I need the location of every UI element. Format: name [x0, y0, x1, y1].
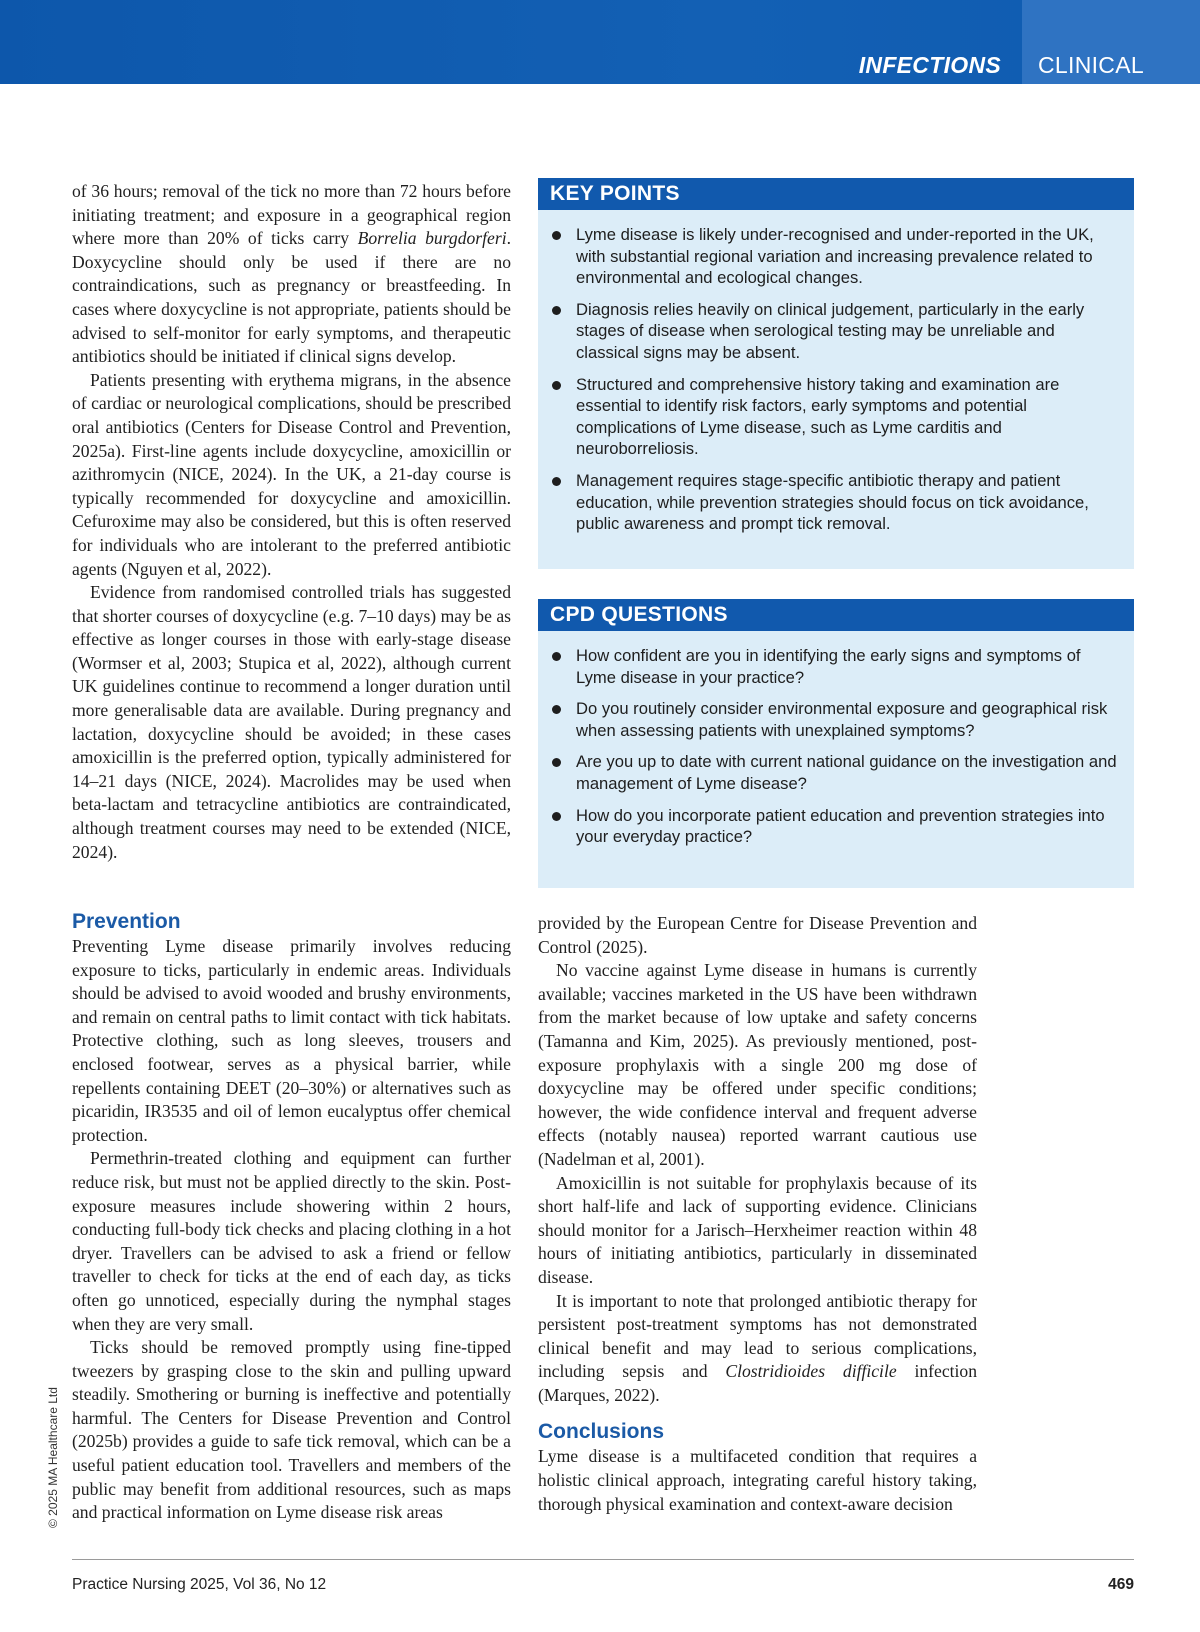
list-item: How confident are you in identifying the early signs and symptoms of Lyme disease in your practice? [550, 645, 1118, 688]
list-item: How do you incorporate patient education and prevention strategies into your everyday practice? [550, 805, 1118, 848]
paragraph: provided by the European Centre for Disease Prevention and Control (2025). [538, 913, 977, 957]
cpd-questions-title: CPD QUESTIONS [538, 599, 1134, 631]
footer-rule [72, 1559, 1134, 1560]
page-number: 469 [1108, 1576, 1134, 1593]
paragraph: No vaccine against Lyme disease in humans is currently available; vaccines marketed in the US have been withdrawn from the market because of low uptake and safety concerns (Tamanna and Kim, 2025). As previously mentioned, post-exposure prophylaxis with a single 200 mg dose of doxycycline may be offered under specific conditions; however, the wide confidence interval and frequent adverse effects (notably nausea) reported warrant cautious use (Nadelman et al, 2001). [538, 960, 977, 1169]
list-item: Structured and comprehensive history taking and examination are essential to identify risk factors, early symptoms and potential complications of Lyme disease, such as Lyme carditis and neuroborreliosis. [550, 374, 1118, 460]
list-item: Do you routinely consider environmental exposure and geographical risk when assessing patients with unexplained symptoms? [550, 698, 1118, 741]
prevention-heading: Prevention [72, 910, 181, 933]
paragraph: Preventing Lyme disease primarily involves reducing exposure to ticks, particularly in endemic areas. Individuals should be advised to avoid wooded and brushy environments, and remain on central paths to limit contact with tick habitats. Protective clothing, such as long sleeves, trousers and enclosed footwear, serves as a physical barrier, while repellents containing DEET (20–30%) or alternatives such as picaridin, IR3535 and oil of lemon eucalyptus offer chemical protection. [72, 936, 511, 1145]
bullet-icon [552, 306, 561, 315]
paragraph: Amoxicillin is not suitable for prophylaxis because of its short half-life and lack of supporting evidence. Clinicians should monitor for a Jarisch–Herxheimer reaction within 48 hours of initiating antibiotics, particularly in disseminated disease. [538, 1172, 977, 1287]
cpd-questions-box [538, 599, 1134, 888]
right-column [538, 912, 977, 1516]
journal-citation: Practice Nursing 2025, Vol 36, No 12 [72, 1576, 327, 1593]
key-points-box [538, 178, 1134, 569]
paragraph: Ticks should be removed promptly using fine-tipped tweezers by grasping close to the skin and pulling upward steadily. Smothering or burning is ineffective and potentially harmful. The Centers for Disease Prevention and Control (2025b) provides a guide to safe tick removal, which can be a useful patient education tool. Travellers and members of the public may benefit from additional resources, such as maps and practical information on Lyme disease risk areas [72, 1337, 511, 1523]
section-title: INFECTIONS [858, 52, 1001, 78]
bullet-icon [552, 652, 561, 661]
bullet-icon [552, 231, 561, 240]
paragraph: Evidence from randomised controlled trials has suggested that shorter courses of doxycycline (e.g. 7–10 days) may be as effective as longer courses in those with early-stage disease (Wormser et al, 2003; Stupica et al, 2022), although current UK guidelines continue to recommend a longer duration until more generalisable data are available. During pregnancy and lactation, doxycycline should be avoided; in these cases amoxicillin is the preferred option, typically administered for 14–21 days (NICE, 2024). Macrolides may be used when beta-lactam and tetracycline antibiotics are contraindicated, although treatment courses may need to be extended (NICE, 2024). [72, 582, 511, 862]
key-points-list [538, 210, 1134, 535]
copyright-note: © 2025 MA Healthcare Ltd [46, 1387, 60, 1528]
left-column-lower [72, 909, 511, 1525]
paragraph: Permethrin-treated clothing and equipment can further reduce risk, but must not be applied directly to the skin. Post-exposure measures include showering within 2 hours, conducting full-body tick checks and placing clothing in a hot dryer. Travellers can be advised to ask a friend or fellow traveller to check for ticks at the end of each day, as ticks often go unnoticed, especially during the nymphal stages when they are very small. [72, 1148, 511, 1334]
list-item: Management requires stage-specific antibiotic therapy and patient education, while prevention strategies should focus on tick avoidance, public awareness and prompt tick removal. [550, 470, 1118, 535]
bullet-icon [552, 477, 561, 486]
subsection-title: CLINICAL [1038, 52, 1144, 78]
paragraph: Lyme disease is a multifaceted condition that requires a holistic clinical approach, integrating careful history taking, thorough physical examination and context-aware decision [538, 1446, 977, 1514]
paragraph: Patients presenting with erythema migrans, in the absence of cardiac or neurological complications, should be prescribed oral antibiotics (Centers for Disease Control and Prevention, 2025a). First-line agents include doxycycline, amoxicillin or azithromycin (NICE, 2024). In the UK, a 21-day course is typically recommended for doxycycline and amoxicillin. Cefuroxime may also be considered, but this is often reserved for individuals who are intolerant to the preferred antibiotic agents (Nguyen et al, 2022). [72, 369, 511, 579]
list-item: Diagnosis relies heavily on clinical judgement, particularly in the early stages of disease when serological testing may be unreliable and classical signs may be absent. [550, 299, 1118, 364]
left-column-upper [72, 180, 511, 864]
header-band [0, 0, 1200, 84]
cpd-questions-list [538, 631, 1134, 848]
list-item: Lyme disease is likely under-recognised and under-reported in the UK, with substantial regional variation and increasing prevalence related to environmental and ecological changes. [550, 224, 1118, 289]
bullet-icon [552, 758, 561, 767]
list-item: Are you up to date with current national guidance on the investigation and management of Lyme disease? [550, 751, 1118, 794]
key-points-title: KEY POINTS [538, 178, 1134, 210]
bullet-icon [552, 812, 561, 821]
paragraph: of 36 hours; removal of the tick no more than 72 hours before initiating treatment; and exposure in a geographical region where more than 20% of ticks carry Borrelia burgdorferi. Doxycycline should only be used if there are no contraindications, such as pregnancy or breastfeeding. In cases where doxycycline is not appropriate, patients should be advised to self-monitor for early symptoms, and therapeutic antibiotics should be initiated if clinical signs develop. [72, 181, 511, 367]
bullet-icon [552, 705, 561, 714]
conclusions-heading: Conclusions [538, 1420, 665, 1444]
bullet-icon [552, 381, 561, 390]
paragraph: It is important to note that prolonged antibiotic therapy for persistent post-treatment symptoms has not demonstrated clinical benefit and may lead to serious complications, including sepsis and Clostridioides difficile infection (Marques, 2022). [538, 1290, 977, 1405]
